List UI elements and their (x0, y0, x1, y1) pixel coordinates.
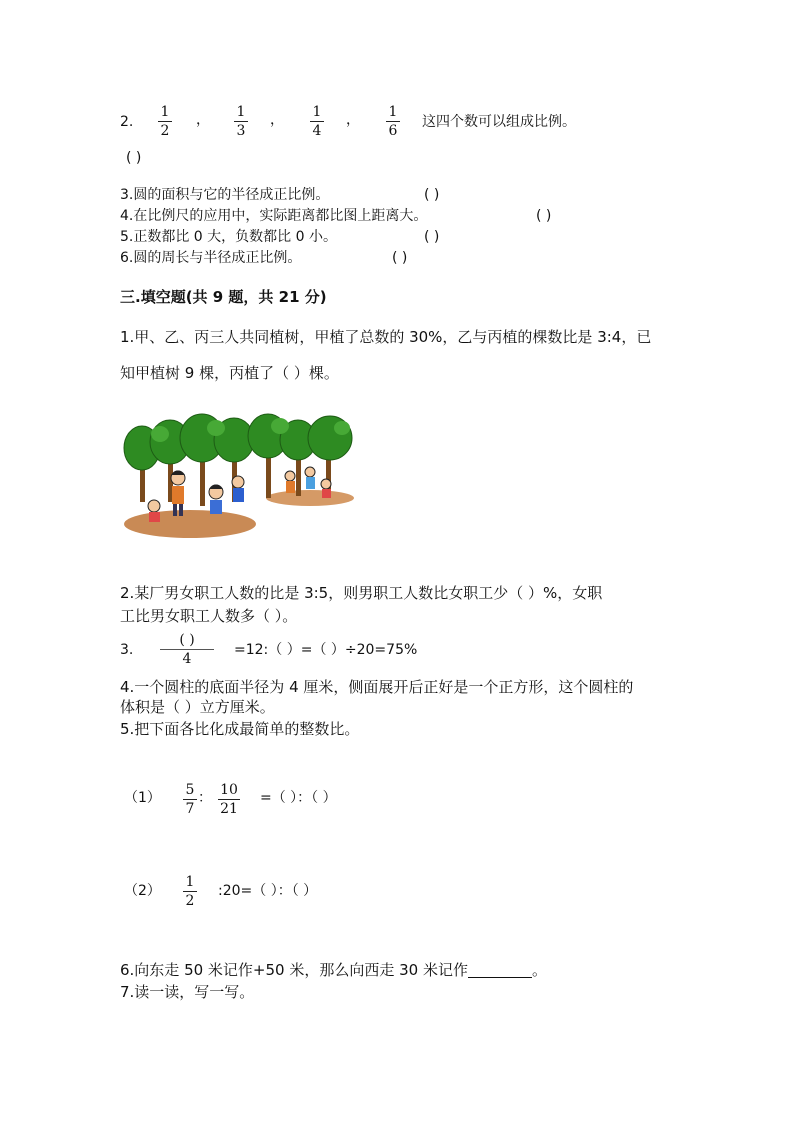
fill-q3-equation: =12:（ ）=（ ）÷20=75% (234, 642, 418, 658)
fill-q5-part1-answer[interactable]: =（ ）：（ ） (260, 790, 337, 806)
comma: ， (196, 112, 210, 128)
fill-q2-line1: 2.某厂男女职工人数的比是 3:5，则男职工人数比女职工少（ ）%，女职 (120, 584, 603, 602)
fill-q2-line2: 工比男女职工人数多（ ）。 (120, 607, 298, 625)
tree-planting-illustration (120, 412, 360, 540)
fill-q5-part2-fraction: 1 2 (183, 874, 197, 909)
comma: ， (270, 112, 284, 128)
judge-q2-fraction-3: 1 4 (310, 104, 324, 139)
fill-q6-end: 。 (531, 961, 547, 979)
fill-q5-part1-label: （1） (124, 790, 161, 806)
judge-q2-number: 2. (120, 114, 134, 130)
judge-q6-answer-paren[interactable]: ( ) (392, 250, 408, 266)
fill-q6-line (120, 963, 547, 978)
judge-q2-fraction-1: 1 2 (158, 104, 172, 139)
fill-q3-number: 3. (120, 642, 134, 658)
section-heading-fill-blank: 三.填空题(共 9 题，共 21 分) (120, 288, 327, 306)
fill-q5-text: 5.把下面各比化成最简单的整数比。 (120, 720, 360, 738)
judge-q5-answer-paren[interactable]: ( ) (424, 229, 440, 245)
judge-q4-text: 4.在比例尺的应用中，实际距离都比图上距离大。 (120, 208, 428, 224)
judge-q2-fraction-2: 1 3 (234, 104, 248, 139)
fraction-numerator-blank[interactable]: ( ) (179, 632, 195, 648)
fill-q4-line1: 4.一个圆柱的底面半径为 4 厘米，侧面展开后正好是一个正方形，这个圆柱的 (120, 678, 634, 696)
judge-q3-answer-paren[interactable]: ( ) (424, 187, 440, 203)
judge-q2-fraction-4: 1 6 (386, 104, 400, 139)
fill-q3-fraction: ( ) 4 (160, 632, 214, 667)
fill-q1-line1: 1.甲、乙、丙三人共同植树，甲植了总数的 30%，乙与丙植的棵数比是 3:4，已 (120, 328, 652, 346)
comma: ， (346, 112, 360, 128)
fill-q4-line2: 体积是（ ）立方厘米。 (120, 698, 275, 716)
fill-q1-line2: 知甲植树 9 棵，丙植了（ ）棵。 (120, 364, 339, 382)
judge-q3-text: 3.圆的面积与它的半径成正比例。 (120, 187, 330, 203)
judge-q5-text: 5.正数都比 0 大，负数都比 0 小。 (120, 229, 337, 245)
judge-q4-answer-paren[interactable]: ( ) (536, 208, 552, 224)
judge-q2-answer-paren[interactable]: ( ) (126, 150, 142, 166)
ratio-colon: ： (198, 790, 212, 806)
fill-q5-part1-fraction-1: 5 7 (183, 782, 197, 817)
fill-q6-text: 6.向东走 50 米记作+50 米，那么向西走 30 米记作 (120, 961, 468, 979)
fill-q6-answer-blank[interactable] (468, 963, 532, 978)
judge-q6-text: 6.圆的周长与半径成正比例。 (120, 250, 302, 266)
fill-q5-part2-answer[interactable]: :20=（ ）：（ ） (218, 883, 318, 899)
fill-q7-text: 7.读一读，写一写。 (120, 983, 255, 1001)
fill-q5-part1-fraction-2: 10 21 (218, 782, 240, 817)
fill-q5-part2-label: （2） (124, 883, 161, 899)
judge-q2-text: 这四个数可以组成比例。 (422, 114, 576, 130)
